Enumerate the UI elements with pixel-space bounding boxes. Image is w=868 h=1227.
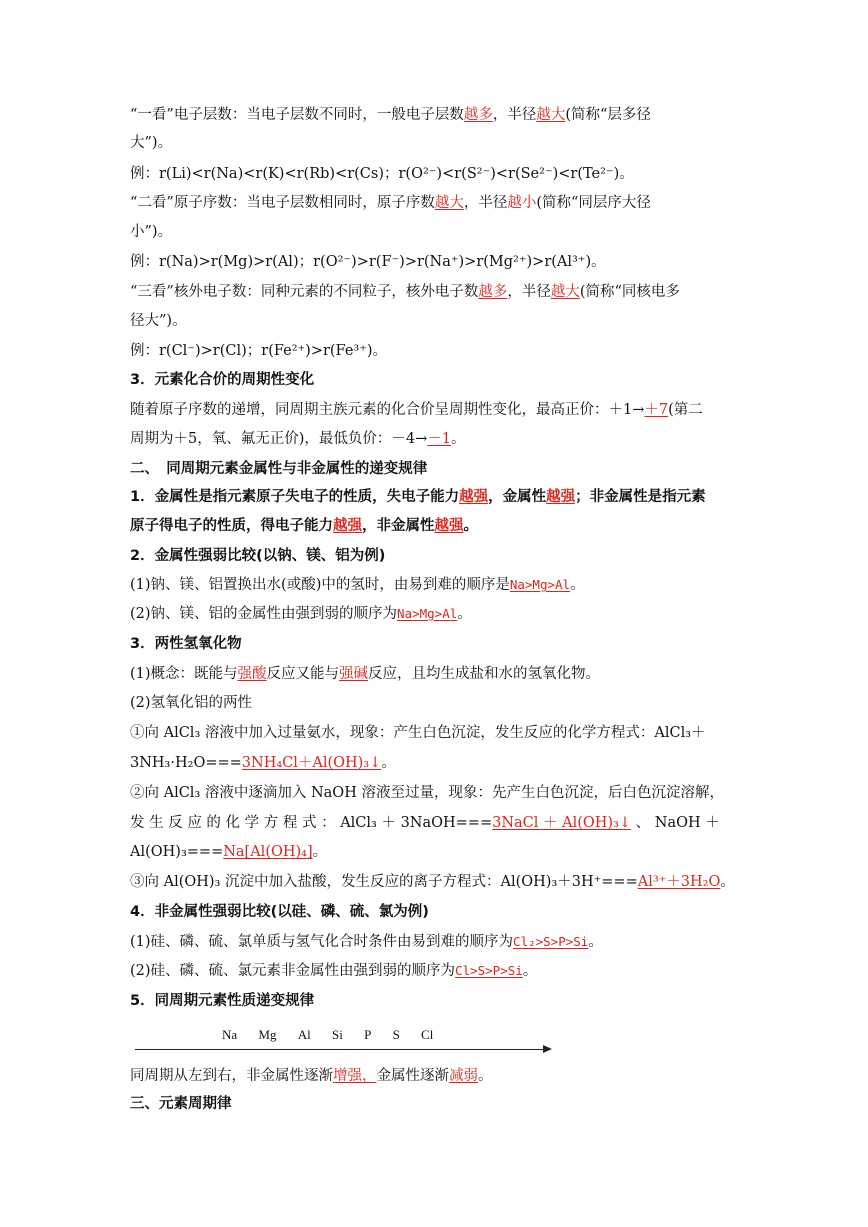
text: 。 — [457, 606, 472, 622]
element-label: Cl — [421, 1027, 434, 1042]
answer: 越多 — [463, 107, 493, 123]
element-label: S — [392, 1027, 400, 1042]
text: ③向 Al(OH)₃ 沉淀中加入盐酸，发生反应的离子方程式：Al(OH)₃＋3H⁺=== — [130, 874, 638, 890]
valence-text-cont — [130, 429, 466, 449]
radius-rule-1 — [130, 105, 651, 125]
trend-arrow-line — [135, 1049, 545, 1050]
answer: 越强 — [459, 489, 489, 505]
answer: Al³⁺＋3H₂O — [637, 874, 721, 890]
text: “二看”原子序数：当电子层数相同时，原子序数 — [130, 195, 435, 211]
reaction-2: ②向 AlCl₃ 溶液中逐滴加入 NaOH 溶液至过量，现象：先产生白色沉淀，后白色沉淀溶解， — [130, 785, 724, 801]
metal-compare-q2 — [130, 604, 472, 624]
nonmetal-compare-q2 — [130, 961, 537, 981]
radius-rule-2-cont: 小”)。 — [130, 224, 173, 240]
answer: 减弱 — [449, 1068, 478, 1084]
text: 反应，且均生成盐和水的氢氧化物。 — [368, 666, 601, 682]
radius-rule-1-cont: 大”)。 — [130, 135, 173, 151]
answer: －1 — [427, 431, 451, 447]
text: 。 — [570, 577, 585, 593]
answer: 3NaCl ＋ Al(OH)₃↓ — [492, 815, 632, 831]
answer: Cl>S>P>Si — [455, 963, 523, 978]
valence-text — [130, 400, 703, 420]
metal-compare-q1 — [130, 575, 585, 595]
answer: 越大 — [434, 195, 464, 211]
radius-rule-2 — [130, 193, 651, 213]
reaction-1-cont — [130, 753, 396, 773]
text: ，半径 — [492, 107, 537, 123]
reaction-2-cont — [130, 813, 720, 833]
text: 3NH₃·H₂O=== — [130, 755, 242, 771]
text: 。 — [312, 844, 328, 860]
text: 、 NaOH ＋ — [631, 815, 720, 831]
element-label: Al — [297, 1027, 311, 1042]
text: 。 — [720, 874, 735, 890]
text: (简称“同层序大径 — [536, 195, 651, 211]
trend-heading: 5．同周期元素性质递变规律 — [130, 993, 315, 1009]
text: ，半径 — [463, 195, 508, 211]
text: 原子得电子的性质，得电子能力 — [130, 518, 333, 534]
radius-rule-3-cont: 径大”)。 — [130, 313, 187, 329]
text: Al(OH)₃=== — [130, 844, 224, 860]
nonmetal-compare-q1 — [130, 932, 603, 952]
answer: Cl₂>S>P>Si — [513, 934, 589, 949]
amphoteric-concept — [130, 664, 600, 684]
answer: 越强 — [546, 489, 576, 505]
metal-definition — [130, 487, 706, 507]
text: 随着原子序数的递增，同周期主族元素的化合价呈周期性变化，最高正价：＋1→ — [130, 402, 645, 418]
text: 。 — [522, 963, 538, 979]
text: (简称“同核电多 — [579, 284, 680, 300]
answer: 越强 — [333, 518, 362, 534]
trend-text — [130, 1066, 493, 1086]
answer: 越强 — [434, 518, 464, 534]
text: 金属性逐渐 — [376, 1068, 449, 1084]
text: (2)硅、磷、硫、氯元素非金属性由强到弱的顺序为 — [130, 963, 456, 979]
reaction-2-cont2 — [130, 842, 327, 862]
answer: 越大 — [550, 284, 580, 300]
text: ，半径 — [507, 284, 551, 300]
answer: 强酸 — [237, 666, 267, 682]
text: “一看”电子层数：当电子层数不同时，一般电子层数 — [130, 107, 464, 123]
answer: 3NH₄Cl＋Al(OH)₃↓ — [241, 755, 382, 771]
radius-example-2: 例：r(Na)>r(Mg)>r(Al)；r(O²⁻)>r(F⁻)>r(Na⁺)>r(Mg²⁺)>r(Al³⁺)。 — [130, 254, 606, 270]
text: “三看”核外电子数：同种元素的不同粒子，核外电子数 — [130, 284, 479, 300]
text: (2)钠、镁、铝的金属性由强到弱的顺序为 — [130, 606, 398, 622]
text: 反应又能与 — [266, 666, 340, 682]
nonmetal-compare-heading: 4．非金属性强弱比较(以硅、磷、硫、氯为例) — [130, 904, 429, 920]
arrow-right-icon — [543, 1045, 552, 1053]
answer: 强碱 — [339, 666, 369, 682]
answer: 越多 — [478, 284, 508, 300]
amphoteric-heading: 3．两性氢氧化物 — [130, 636, 242, 652]
metal-definition-cont — [130, 516, 478, 536]
text: 。 — [478, 1068, 493, 1084]
element-label: Na — [222, 1027, 238, 1042]
text: ；非金属性是指元素 — [575, 489, 706, 505]
text: 周期为＋5，氧、氟无正价)，最低负价：－4→ — [130, 431, 428, 447]
answer: 越小 — [507, 195, 537, 211]
element-sequence — [222, 1027, 451, 1043]
reaction-3 — [130, 872, 735, 892]
answer: ＋7 — [644, 402, 669, 418]
element-label: P — [364, 1027, 372, 1042]
section-two-heading: 二、 同周期元素金属性与非金属性的递变规律 — [130, 461, 428, 477]
text: ，非金属性 — [362, 518, 435, 534]
text: 。 — [381, 755, 396, 771]
text: 同周期从左到右，非金属性逐渐 — [130, 1068, 333, 1084]
answer: 越大 — [536, 107, 566, 123]
text: (1)钠、镁、铝置换出水(或酸)中的氢时，由易到难的顺序是 — [130, 577, 510, 593]
radius-rule-3 — [130, 282, 680, 302]
metal-compare-heading: 2．金属性强弱比较(以钠、镁、铝为例) — [130, 548, 386, 564]
aluminum-hydroxide-title: (2)氢氧化铝的两性 — [130, 695, 253, 711]
element-label: Si — [331, 1027, 343, 1042]
radius-example-1: 例：r(Li)<r(Na)<r(K)<r(Rb)<r(Cs)；r(O²⁻)<r(S²⁻)<r(Se²⁻)<r(Te²⁻)。 — [130, 166, 634, 182]
text: 1．金属性是指元素原子失电子的性质，失电子能力 — [130, 489, 460, 505]
radius-example-3: 例：r(Cl⁻)>r(Cl)；r(Fe²⁺)>r(Fe³⁺)。 — [130, 343, 388, 359]
text: (简称“层多径 — [565, 107, 651, 123]
answer: Na>Mg>Al — [509, 577, 571, 592]
answer: Na>Mg>Al — [397, 606, 458, 621]
answer: Na[Al(OH)₄] — [223, 844, 313, 860]
reaction-1: ①向 AlCl₃ 溶液中加入过量氨水，现象：产生白色沉淀，发生反应的化学方程式：AlCl₃＋ — [130, 725, 706, 741]
text: (1)硅、磷、硫、氯单质与氢气化合时条件由易到难的顺序为 — [130, 934, 514, 950]
text: 。 — [451, 431, 466, 447]
text: ，金属性 — [488, 489, 547, 505]
text: 发 生 反 应 的 化 学 方 程 式 ： AlCl₃ ＋ 3NaOH=== — [130, 815, 493, 831]
text: 。 — [588, 934, 603, 950]
answer: 增强， — [333, 1068, 377, 1084]
valence-heading: 3．元素化合价的周期性变化 — [130, 372, 315, 388]
text: (第二 — [668, 402, 703, 418]
element-label: Mg — [258, 1027, 277, 1042]
section-three-heading: 三、元素周期律 — [130, 1096, 232, 1112]
text: 。 — [463, 518, 478, 534]
text: (1)概念：既能与 — [130, 666, 238, 682]
